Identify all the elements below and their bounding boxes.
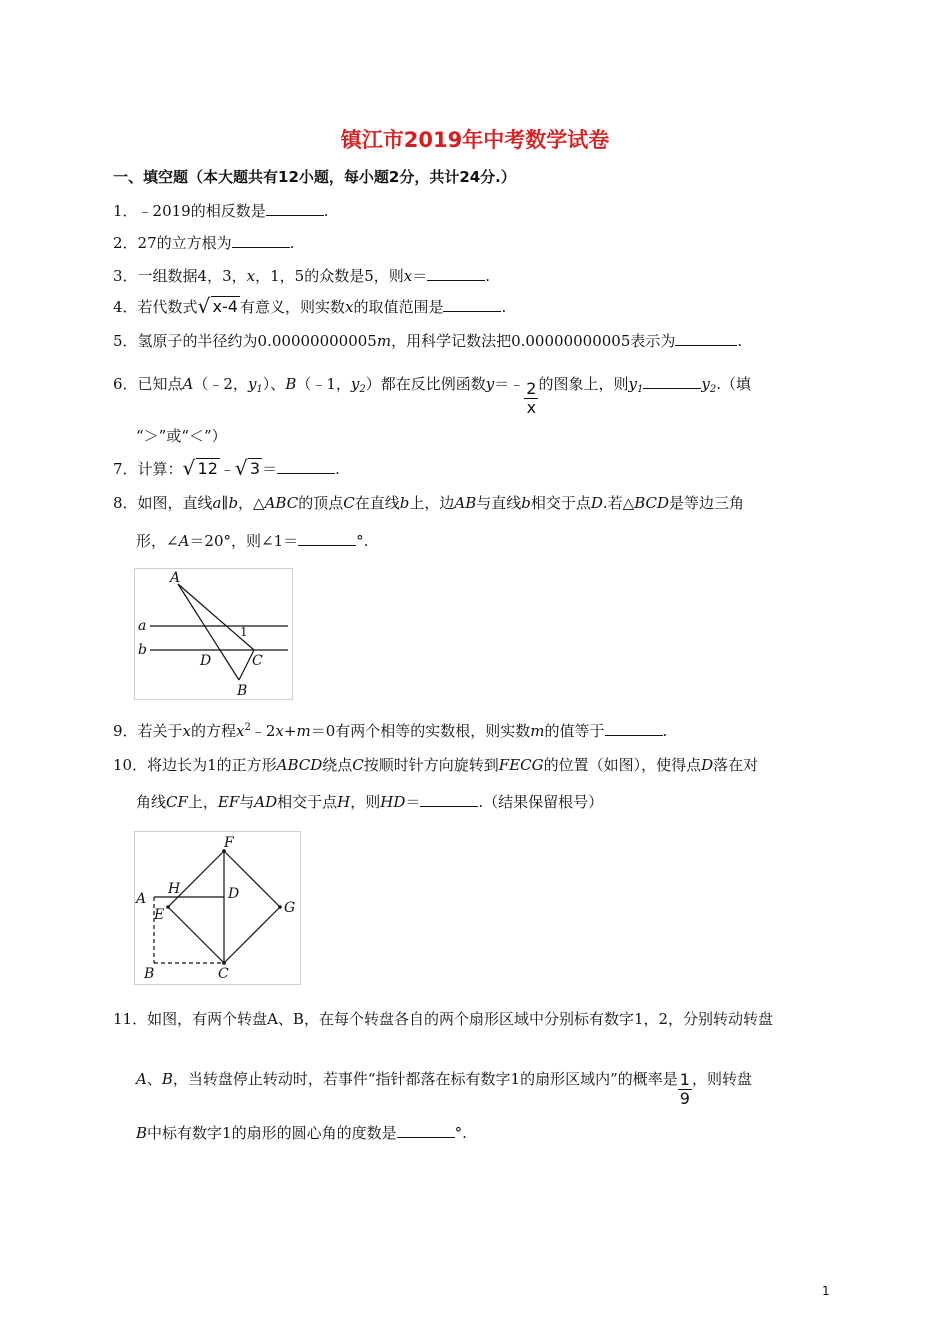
question-10-line2: 角线CF上，EF与AD相交于点H，则HD＝ .（结果保留根号） (136, 793, 604, 811)
page-number: 1 (822, 1284, 830, 1298)
question-2-text: 2．27的立方根为 (113, 234, 232, 252)
label-b: b (138, 642, 147, 658)
label-D: D (200, 653, 212, 669)
segment-EC (168, 907, 224, 963)
question-11-line3: B中标有数字1的扇形的圆心角的度数是 °. (136, 1124, 467, 1142)
question-11: 11．如图，有两个转盘A、B，在每个转盘各自的两个扇形区域中分别标有数字1，2，分别转动转盘 (113, 1010, 774, 1028)
label-F: F (224, 835, 234, 851)
label-A: A (136, 891, 147, 907)
question-6: 6．已知点A（﹣2，$y_1$）、B（﹣1，$y_2$）都在反比例函数y＝﹣ $\frac{2}{x}$ 的图象上，则$y_1$ $y_2$.（填 (113, 375, 751, 417)
question-4: 4．若代数式 √ x-4 有意义，则实数x的取值范围是 . (113, 294, 507, 318)
point-E (166, 905, 170, 909)
question-2: 2．27的立方根为 . (113, 234, 295, 252)
answer-blank-1[interactable] (266, 201, 324, 216)
question-3: 3．一组数据4，3，x，1，5的众数是5，则x＝ . (113, 267, 491, 285)
label-angle-1: 1 (240, 625, 248, 639)
point-G (278, 905, 282, 909)
sqrt-3: √ 3 (234, 456, 261, 480)
label-G: G (284, 900, 296, 916)
answer-blank-2[interactable] (232, 233, 290, 248)
label-a: a (138, 618, 147, 634)
point-C (222, 961, 226, 965)
question-7: 7．计算： √ 12 ﹣ √ 3 ＝ . (113, 456, 340, 480)
answer-blank-11[interactable] (397, 1123, 455, 1138)
figure-8-frame (135, 569, 293, 700)
label-B: B (144, 966, 155, 982)
answer-blank-10[interactable] (420, 792, 478, 807)
question-1: 1．﹣2019的相反数是 . (113, 202, 329, 220)
question-8-line2: 形，∠A＝20°，则∠1＝ °. (136, 532, 369, 550)
label-C: C (218, 966, 229, 982)
label-D: D (228, 886, 240, 902)
figure-10-rotated-square (134, 831, 302, 985)
label-A: A (170, 570, 181, 586)
segment-GC (224, 907, 280, 963)
answer-blank-6[interactable] (643, 374, 701, 389)
segment-FE (168, 851, 224, 907)
answer-blank-3[interactable] (427, 266, 485, 281)
question-6-line2: “＞”或“＜”） (136, 427, 227, 445)
label-B: B (237, 683, 248, 699)
answer-blank-7[interactable] (277, 459, 335, 474)
label-C: C (252, 653, 263, 669)
question-10: 10．将边长为1的正方形ABCD绕点C按顺时针方向旋转到FECG的位置（如图），使得点D落在对 (113, 756, 759, 774)
question-5: 5．氢原子的半径约为0.00000000005m，用科学记数法把0.00000000005表示为 . (113, 332, 743, 350)
sqrt-12: √ 12 (182, 456, 218, 480)
figure-8-triangle-parallel-lines (134, 568, 294, 700)
question-11-line2: A、B，当转盘停止转动时，若事件“指针都落在标有数字1的扇形区域内”的概率是 $\frac{1}{9}$ ，则转盘 (136, 1070, 752, 1108)
fraction-1-over-9: $\frac{1}{9}$ (679, 1070, 690, 1108)
label-E: E (154, 907, 165, 923)
page-title: 镇江市2019年中考数学试卷 (340, 128, 610, 152)
answer-blank-4[interactable] (443, 297, 501, 312)
sqrt-expression: √ x-4 (197, 294, 238, 318)
answer-blank-9[interactable] (605, 721, 663, 736)
answer-blank-8[interactable] (298, 531, 356, 546)
question-8: 8．如图，直线a∥b，△ABC的顶点C在直线b上，边AB与直线b相交于点D.若△BCD是等边三角 (113, 494, 745, 512)
question-1-text: 1．﹣2019的相反数是 (113, 202, 266, 220)
answer-blank-5[interactable] (675, 331, 737, 346)
fraction-2-over-x: $\frac{2}{x}$ (526, 379, 537, 417)
question-9: 9．若关于x的方程$x^2﹣2x+m=0$有两个相等的实数根，则实数m的值等于 . (113, 722, 668, 740)
section-heading-fill-blank: 一、填空题（本大题共有12小题，每小题2分，共计24分.） (113, 168, 516, 186)
segment-AC (178, 584, 254, 650)
label-H: H (168, 881, 181, 897)
